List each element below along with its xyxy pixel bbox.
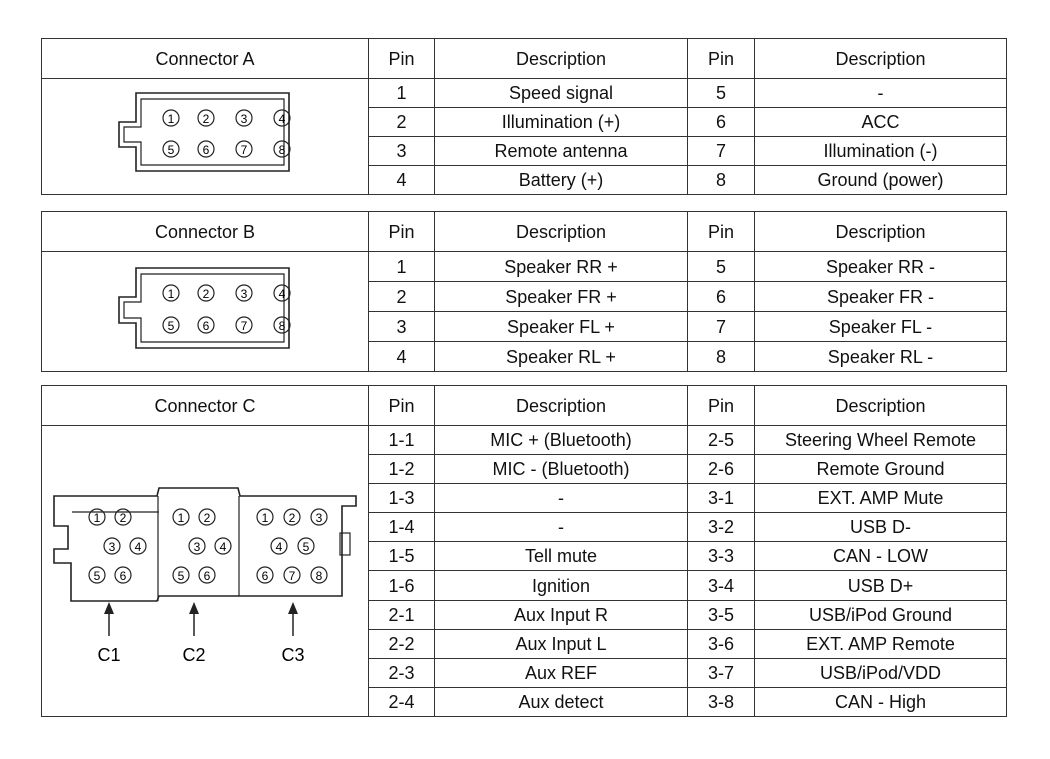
svg-text:6: 6: [202, 319, 210, 333]
pin-description: Speaker RR -: [755, 252, 1007, 282]
pin-number: 2-3: [369, 658, 435, 687]
svg-text:3: 3: [315, 511, 323, 525]
pin-6-marker: [257, 567, 273, 583]
pin-3-marker: [189, 538, 205, 554]
c1-label: C1: [97, 645, 121, 665]
svg-text:5: 5: [302, 540, 310, 554]
connector-b-table: [41, 211, 1007, 372]
pin-description: Steering Wheel Remote: [755, 426, 1007, 455]
svg-text:4: 4: [219, 540, 227, 554]
pin-number: 1: [369, 79, 435, 108]
pin-header: Pin: [688, 39, 755, 79]
pin-2-marker: [284, 509, 300, 525]
pin-4-marker: [215, 538, 231, 554]
pin-number: 2-4: [369, 687, 435, 716]
svg-text:6: 6: [203, 569, 211, 583]
pin-6-marker: [199, 567, 215, 583]
connector-a-table: [41, 38, 1007, 195]
pin-5-marker: [89, 567, 105, 583]
connector-c-title: Connector C: [42, 386, 369, 426]
svg-text:8: 8: [315, 569, 323, 583]
svg-text:2: 2: [288, 511, 296, 525]
pin-description: USB/iPod Ground: [755, 600, 1007, 629]
description-header: Description: [755, 386, 1007, 426]
connector-b-diagram-cell: [42, 252, 369, 372]
pin-description: Ground (power): [755, 166, 1007, 195]
c2-pointer: [182, 602, 205, 665]
pin-description: -: [435, 484, 688, 513]
svg-text:5: 5: [93, 569, 101, 583]
svg-text:5: 5: [167, 319, 175, 333]
pin-header: Pin: [369, 212, 435, 252]
pin-1-marker: [163, 110, 179, 126]
svg-text:7: 7: [240, 143, 248, 157]
pin-number: 7: [688, 137, 755, 166]
c2-label: C2: [182, 645, 206, 665]
svg-text:6: 6: [261, 569, 269, 583]
pin-5-marker: [163, 141, 179, 157]
pin-number: 8: [688, 342, 755, 372]
pin-header: Pin: [369, 39, 435, 79]
svg-text:5: 5: [177, 569, 185, 583]
pin-number: 3-1: [688, 484, 755, 513]
pin-1-marker: [163, 285, 179, 301]
pin-description: ACC: [755, 108, 1007, 137]
pin-3-marker: [104, 538, 120, 554]
connector-c-table: [41, 385, 1007, 717]
pin-number: 5: [688, 252, 755, 282]
svg-text:8: 8: [278, 319, 286, 333]
pin-number: 6: [688, 282, 755, 312]
pin-number: 1-4: [369, 513, 435, 542]
pin-8-marker: [274, 317, 290, 333]
connector-a-diagram: [42, 79, 367, 194]
pin-description: Speaker FL +: [435, 312, 688, 342]
connector-a-header-row: [42, 39, 1007, 79]
svg-text:1: 1: [261, 511, 269, 525]
svg-text:7: 7: [240, 319, 248, 333]
svg-text:4: 4: [278, 112, 286, 126]
pin-header: Pin: [688, 212, 755, 252]
pin-number: 4: [369, 342, 435, 372]
pin-number: 3-6: [688, 629, 755, 658]
pin-2-marker: [198, 110, 214, 126]
description-header: Description: [435, 386, 688, 426]
svg-text:6: 6: [119, 569, 127, 583]
pin-4-marker: [130, 538, 146, 554]
pin-number: 1-1: [369, 426, 435, 455]
pin-number: 4: [369, 166, 435, 195]
pin-number: 3: [369, 137, 435, 166]
c3-pointer: [281, 602, 304, 665]
pin-description: EXT. AMP Remote: [755, 629, 1007, 658]
pin-description: Speaker RL +: [435, 342, 688, 372]
connector-a-title: Connector A: [42, 39, 369, 79]
pin-number: 3-2: [688, 513, 755, 542]
table-row: [42, 252, 1007, 282]
connector-a-pins: [163, 110, 290, 157]
pin-description: EXT. AMP Mute: [755, 484, 1007, 513]
svg-text:4: 4: [134, 540, 142, 554]
pin-6-marker: [198, 141, 214, 157]
c3-pins: [257, 509, 327, 583]
c1-pointer: [97, 602, 120, 665]
connector-b-title: Connector B: [42, 212, 369, 252]
pin-3-marker: [236, 110, 252, 126]
pin-description: Speaker RR +: [435, 252, 688, 282]
pin-description: Speaker FR -: [755, 282, 1007, 312]
pin-description: Aux Input L: [435, 629, 688, 658]
description-header: Description: [755, 39, 1007, 79]
pin-header: Pin: [369, 386, 435, 426]
pin-header: Pin: [688, 386, 755, 426]
svg-text:2: 2: [203, 511, 211, 525]
svg-text:4: 4: [275, 540, 283, 554]
connector-c-diagram-cell: [42, 426, 369, 717]
table-row: [42, 426, 1007, 455]
pin-description: MIC - (Bluetooth): [435, 455, 688, 484]
pin-number: 2-1: [369, 600, 435, 629]
pin-description: Speaker RL -: [755, 342, 1007, 372]
svg-text:3: 3: [193, 540, 201, 554]
connector-b-diagram: [42, 252, 367, 371]
svg-text:1: 1: [167, 112, 175, 126]
connector-b-header-row: [42, 212, 1007, 252]
pin-description: Remote Ground: [755, 455, 1007, 484]
pin-description: Illumination (-): [755, 137, 1007, 166]
pin-description: Aux Input R: [435, 600, 688, 629]
pin-description: USB/iPod/VDD: [755, 658, 1007, 687]
svg-text:2: 2: [119, 511, 127, 525]
pin-1-marker: [257, 509, 273, 525]
svg-text:2: 2: [202, 112, 210, 126]
pin-number: 1-5: [369, 542, 435, 571]
pin-number: 1: [369, 252, 435, 282]
pin-number: 3-5: [688, 600, 755, 629]
pin-description: USB D+: [755, 571, 1007, 600]
svg-text:3: 3: [240, 287, 248, 301]
pin-5-marker: [163, 317, 179, 333]
pin-1-marker: [89, 509, 105, 525]
pin-number: 1-2: [369, 455, 435, 484]
pin-number: 5: [688, 79, 755, 108]
svg-text:5: 5: [167, 143, 175, 157]
connector-b-pins: [163, 285, 290, 333]
pin-description: Speed signal: [435, 79, 688, 108]
pin-description: -: [435, 513, 688, 542]
description-header: Description: [435, 39, 688, 79]
pin-description: Ignition: [435, 571, 688, 600]
pin-4-marker: [271, 538, 287, 554]
pin-number: 3: [369, 312, 435, 342]
pin-description: Remote antenna: [435, 137, 688, 166]
pin-description: Illumination (+): [435, 108, 688, 137]
pin-7-marker: [236, 317, 252, 333]
pin-description: MIC + (Bluetooth): [435, 426, 688, 455]
pin-4-marker: [274, 285, 290, 301]
pin-description: Tell mute: [435, 542, 688, 571]
pin-2-marker: [198, 285, 214, 301]
pin-8-marker: [311, 567, 327, 583]
connector-a-diagram-cell: [42, 79, 369, 195]
pin-number: 3-3: [688, 542, 755, 571]
pin-number: 2: [369, 282, 435, 312]
pin-number: 3-7: [688, 658, 755, 687]
pin-number: 6: [688, 108, 755, 137]
svg-text:6: 6: [202, 143, 210, 157]
pin-description: Aux REF: [435, 658, 688, 687]
pin-5-marker: [173, 567, 189, 583]
pin-description: Speaker FL -: [755, 312, 1007, 342]
description-header: Description: [435, 212, 688, 252]
pin-number: 7: [688, 312, 755, 342]
pin-number: 1-6: [369, 571, 435, 600]
c1-pins: [89, 509, 146, 583]
pin-description: Speaker FR +: [435, 282, 688, 312]
pin-3-marker: [311, 509, 327, 525]
pin-description: USB D-: [755, 513, 1007, 542]
pin-description: CAN - LOW: [755, 542, 1007, 571]
svg-text:8: 8: [278, 143, 286, 157]
svg-text:2: 2: [202, 287, 210, 301]
description-header: Description: [755, 212, 1007, 252]
pin-number: 2: [369, 108, 435, 137]
pin-number: 2-5: [688, 426, 755, 455]
pin-number: 1-3: [369, 484, 435, 513]
connector-c-header-row: [42, 386, 1007, 426]
svg-text:3: 3: [240, 112, 248, 126]
svg-text:3: 3: [108, 540, 116, 554]
svg-text:1: 1: [177, 511, 185, 525]
pin-description: Aux detect: [435, 687, 688, 716]
pin-number: 2-6: [688, 455, 755, 484]
pin-8-marker: [274, 141, 290, 157]
pin-description: -: [755, 79, 1007, 108]
pin-3-marker: [236, 285, 252, 301]
pin-number: 3-8: [688, 687, 755, 716]
pin-7-marker: [284, 567, 300, 583]
c3-label: C3: [281, 645, 305, 665]
pin-description: CAN - High: [755, 687, 1007, 716]
pin-number: 3-4: [688, 571, 755, 600]
pin-number: 8: [688, 166, 755, 195]
svg-text:7: 7: [288, 569, 296, 583]
pin-2-marker: [199, 509, 215, 525]
svg-text:4: 4: [278, 287, 286, 301]
pin-number: 2-2: [369, 629, 435, 658]
pin-description: Battery (+): [435, 166, 688, 195]
c2-pins: [173, 509, 231, 583]
pin-6-marker: [115, 567, 131, 583]
table-row: [42, 79, 1007, 108]
pin-2-marker: [115, 509, 131, 525]
pin-4-marker: [274, 110, 290, 126]
svg-text:1: 1: [167, 287, 175, 301]
pin-7-marker: [236, 141, 252, 157]
svg-text:1: 1: [93, 511, 101, 525]
pin-1-marker: [173, 509, 189, 525]
pin-5-marker: [298, 538, 314, 554]
pin-6-marker: [198, 317, 214, 333]
connector-c-diagram: [42, 426, 367, 716]
